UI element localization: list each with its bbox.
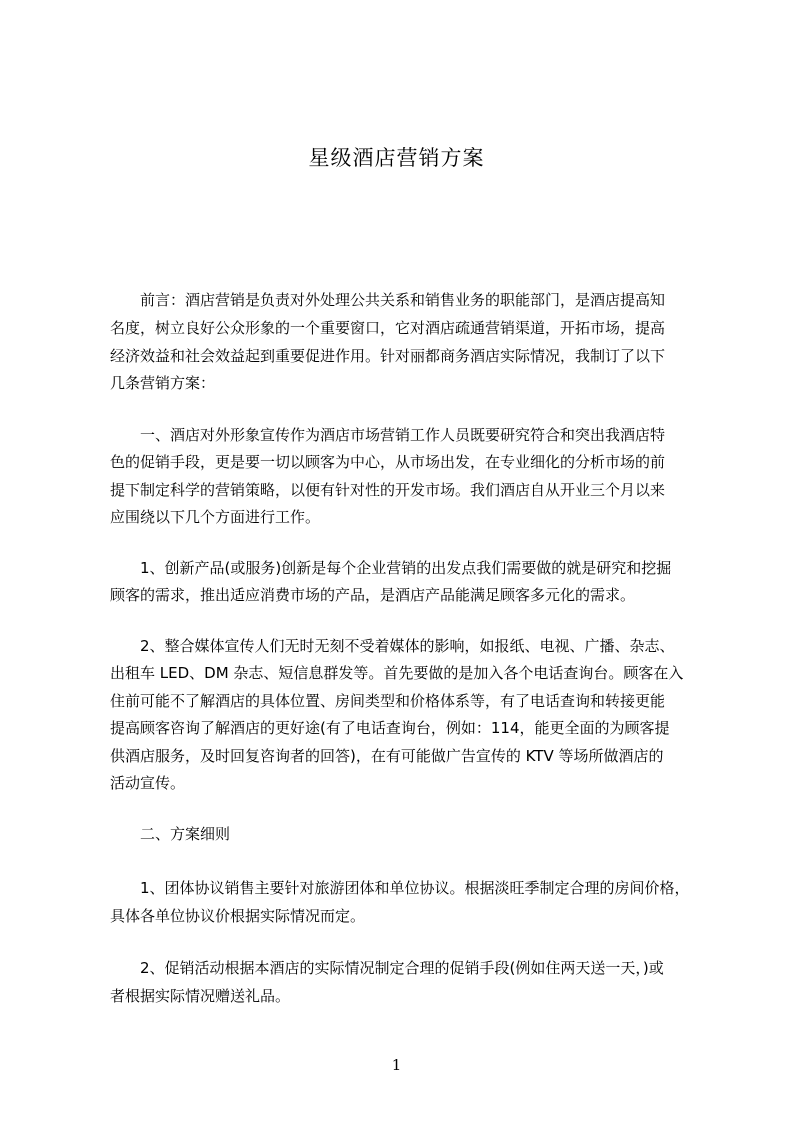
paragraph-line: 顾客的需求，推出适应消费市场的产品，是酒店产品能满足顾客多元化的需求。	[110, 586, 636, 604]
paragraph-line: 1、团体协议销售主要针对旅游团体和单位协议。根据淡旺季制定合理的房间价格，	[140, 879, 690, 897]
paragraph-line: 一、酒店对外形象宣传作为酒店市场营销工作人员既要研究符合和突出我酒店特	[140, 426, 666, 444]
paragraph-line: 提高顾客咨询了解酒店的更好途(有了电话查询台，例如：114，能更全面的为顾客提	[110, 719, 670, 737]
paragraph-line: 色的促销手段，更是要一切以顾客为中心，从市场出发，在专业细化的分析市场的前	[110, 453, 666, 471]
paragraph-line: 活动宣传。	[110, 774, 186, 792]
page-number: 1	[391, 1056, 402, 1074]
paragraph-line: 供酒店服务，及时回复咨询者的回答)，在有可能做广告宣传的 KTV 等场所做酒店的	[110, 747, 664, 765]
document-title: 星级酒店营销方案	[308, 146, 485, 170]
section-heading: 二、方案细则	[140, 825, 231, 843]
paragraph-line: 出租车 LED、DM 杂志、短信息群发等。首先要做的是加入各个电话查询台。顾客在入	[110, 664, 684, 682]
paragraph-line: 提下制定科学的营销策略，以便有针对性的开发市场。我们酒店自从开业三个月以来	[110, 481, 666, 499]
paragraph-line: 具体各单位协议价根据实际情况而定。	[110, 907, 366, 925]
paragraph-line: 经济效益和社会效益起到重要促进作用。针对丽都商务酒店实际情况，我制订了以下	[110, 347, 666, 365]
paragraph-line: 1、创新产品(或服务)创新是每个企业营销的出发点我们需要做的就是研究和挖掘	[140, 559, 672, 577]
paragraph-line: 前言：酒店营销是负责对外处理公共关系和销售业务的职能部门，是酒店提高知	[140, 291, 666, 309]
paragraph-line: 2、整合媒体宣传人们无时无刻不受着媒体的影响，如报纸、电视、广播、杂志、	[140, 637, 675, 655]
paragraph-line: 应围绕以下几个方面进行工作。	[110, 508, 321, 526]
paragraph-line: 者根据实际情况赠送礼品。	[110, 987, 291, 1005]
paragraph-line: 住前可能不了解酒店的具体位置、房间类型和价格体系等，有了电话查询和转接更能	[110, 692, 666, 710]
paragraph-line: 名度，树立良好公众形象的一个重要窗口，它对酒店疏通营销渠道，开拓市场，提高	[110, 319, 666, 337]
paragraph-line: 2、促销活动根据本酒店的实际情况制定合理的促销手段(例如住两天送一天，)或	[140, 959, 664, 977]
paragraph-line: 几条营销方案：	[110, 374, 216, 392]
